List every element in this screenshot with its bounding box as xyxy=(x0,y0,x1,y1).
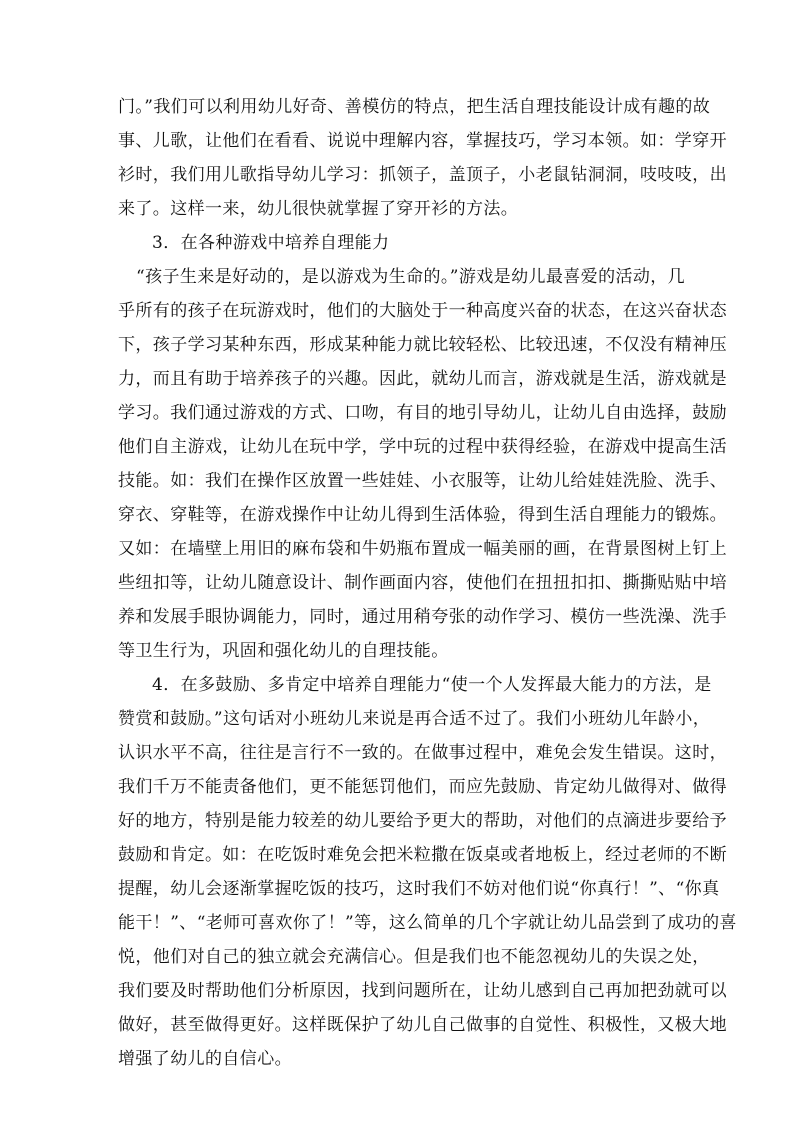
paragraph-line: 穿衣、穿鞋等，在游戏操作中让幼儿得到生活体验，得到生活自理能力的锻炼。 xyxy=(118,505,727,525)
paragraph-line: 悦，他们对自己的独立就会充满信心。但是我们也不能忽视幼儿的失误之处， xyxy=(118,947,710,967)
paragraph-line: 做好，甚至做得更好。这样既保护了幼儿自己做事的自觉性、积极性，又极大地 xyxy=(118,1015,727,1035)
paragraph-line: 鼓励和肯定。如：在吃饭时难免会把米粒撒在饭桌或者地板上，经过老师的不断 xyxy=(118,845,727,865)
paragraph-line: 好的地方，特别是能力较差的幼儿要给予更大的帮助，对他们的点滴进步要给予 xyxy=(118,811,727,831)
paragraph-line: 下，孩子学习某种东西，形成某种能力就比较轻松、比较迅速，不仅没有精神压 xyxy=(118,335,727,355)
paragraph-line: 能干！”、“老师可喜欢你了！”等，这么简单的几个字就让幼儿品尝到了成功的喜 xyxy=(118,913,737,933)
paragraph-line: 我们千万不能责备他们，更不能惩罚他们，而应先鼓励、肯定幼儿做得对、做得 xyxy=(118,777,727,797)
paragraph-line: 事、儿歌，让他们在看看、说说中理解内容，掌握技巧，学习本领。如：学穿开 xyxy=(118,131,727,151)
paragraph-line: “孩子生来是好动的，是以游戏为生命的。”游戏是幼儿最喜爱的活动，几 xyxy=(136,267,686,287)
paragraph-line: 技能。如：我们在操作区放置一些娃娃、小衣服等，让幼儿给娃娃洗脸、洗手、 xyxy=(118,471,727,491)
section-heading: 3．在各种游戏中培养自理能力 xyxy=(152,233,390,253)
paragraph-line: 提醒，幼儿会逐渐掌握吃饭的技巧，这时我们不妨对他们说“你真行！”、“你真 xyxy=(118,879,720,899)
paragraph-line: 认识水平不高，往往是言行不一致的。在做事过程中，难免会发生错误。这时， xyxy=(118,743,727,763)
paragraph-line: 等卫生行为，巩固和强化幼儿的自理技能。 xyxy=(118,641,449,661)
paragraph-line: 赞赏和鼓励。”这句话对小班幼儿来说是再合适不过了。我们小班幼儿年龄小， xyxy=(118,709,711,729)
paragraph-line: 乎所有的孩子在玩游戏时，他们的大脑处于一种高度兴奋的状态，在这兴奋状态 xyxy=(118,301,727,321)
paragraph-line: 来了。这样一来，幼儿很快就掌握了穿开衫的方法。 xyxy=(118,199,519,219)
paragraph-line: 我们要及时帮助他们分析原因，找到问题所在，让幼儿感到自己再加把劲就可以 xyxy=(118,981,727,1001)
paragraph-line: 学习。我们通过游戏的方式、口吻，有目的地引导幼儿，让幼儿自由选择，鼓励 xyxy=(118,403,727,423)
paragraph-line: 些纽扣等，让幼儿随意设计、制作画面内容，使他们在扭扭扣扣、撕撕贴贴中培 xyxy=(118,573,727,593)
paragraph-line: 养和发展手眼协调能力，同时，通过用稍夸张的动作学习、模仿一些洗澡、洗手 xyxy=(118,607,727,627)
paragraph-line: 他们自主游戏，让幼儿在玩中学，学中玩的过程中获得经验，在游戏中提高生活 xyxy=(118,437,727,457)
paragraph-line: 门。”我们可以利用幼儿好奇、善模仿的特点，把生活自理技能设计成有趣的故 xyxy=(118,97,711,117)
paragraph-line: 又如：在墙壁上用旧的麻布袋和牛奶瓶布置成一幅美丽的画，在背景图树上钉上 xyxy=(118,539,727,559)
paragraph-line: 增强了幼儿的自信心。 xyxy=(118,1049,292,1069)
paragraph-line: 衫时，我们用儿歌指导幼儿学习：抓领子，盖顶子，小老鼠钻洞洞，吱吱吱，出 xyxy=(118,165,727,185)
section-heading: 4．在多鼓励、多肯定中培养自理能力“使一个人发挥最大能力的方法，是 xyxy=(152,675,712,695)
document-body xyxy=(118,90,737,1076)
paragraph-line: 力，而且有助于培养孩子的兴趣。因此，就幼儿而言，游戏就是生活，游戏就是 xyxy=(118,369,727,389)
